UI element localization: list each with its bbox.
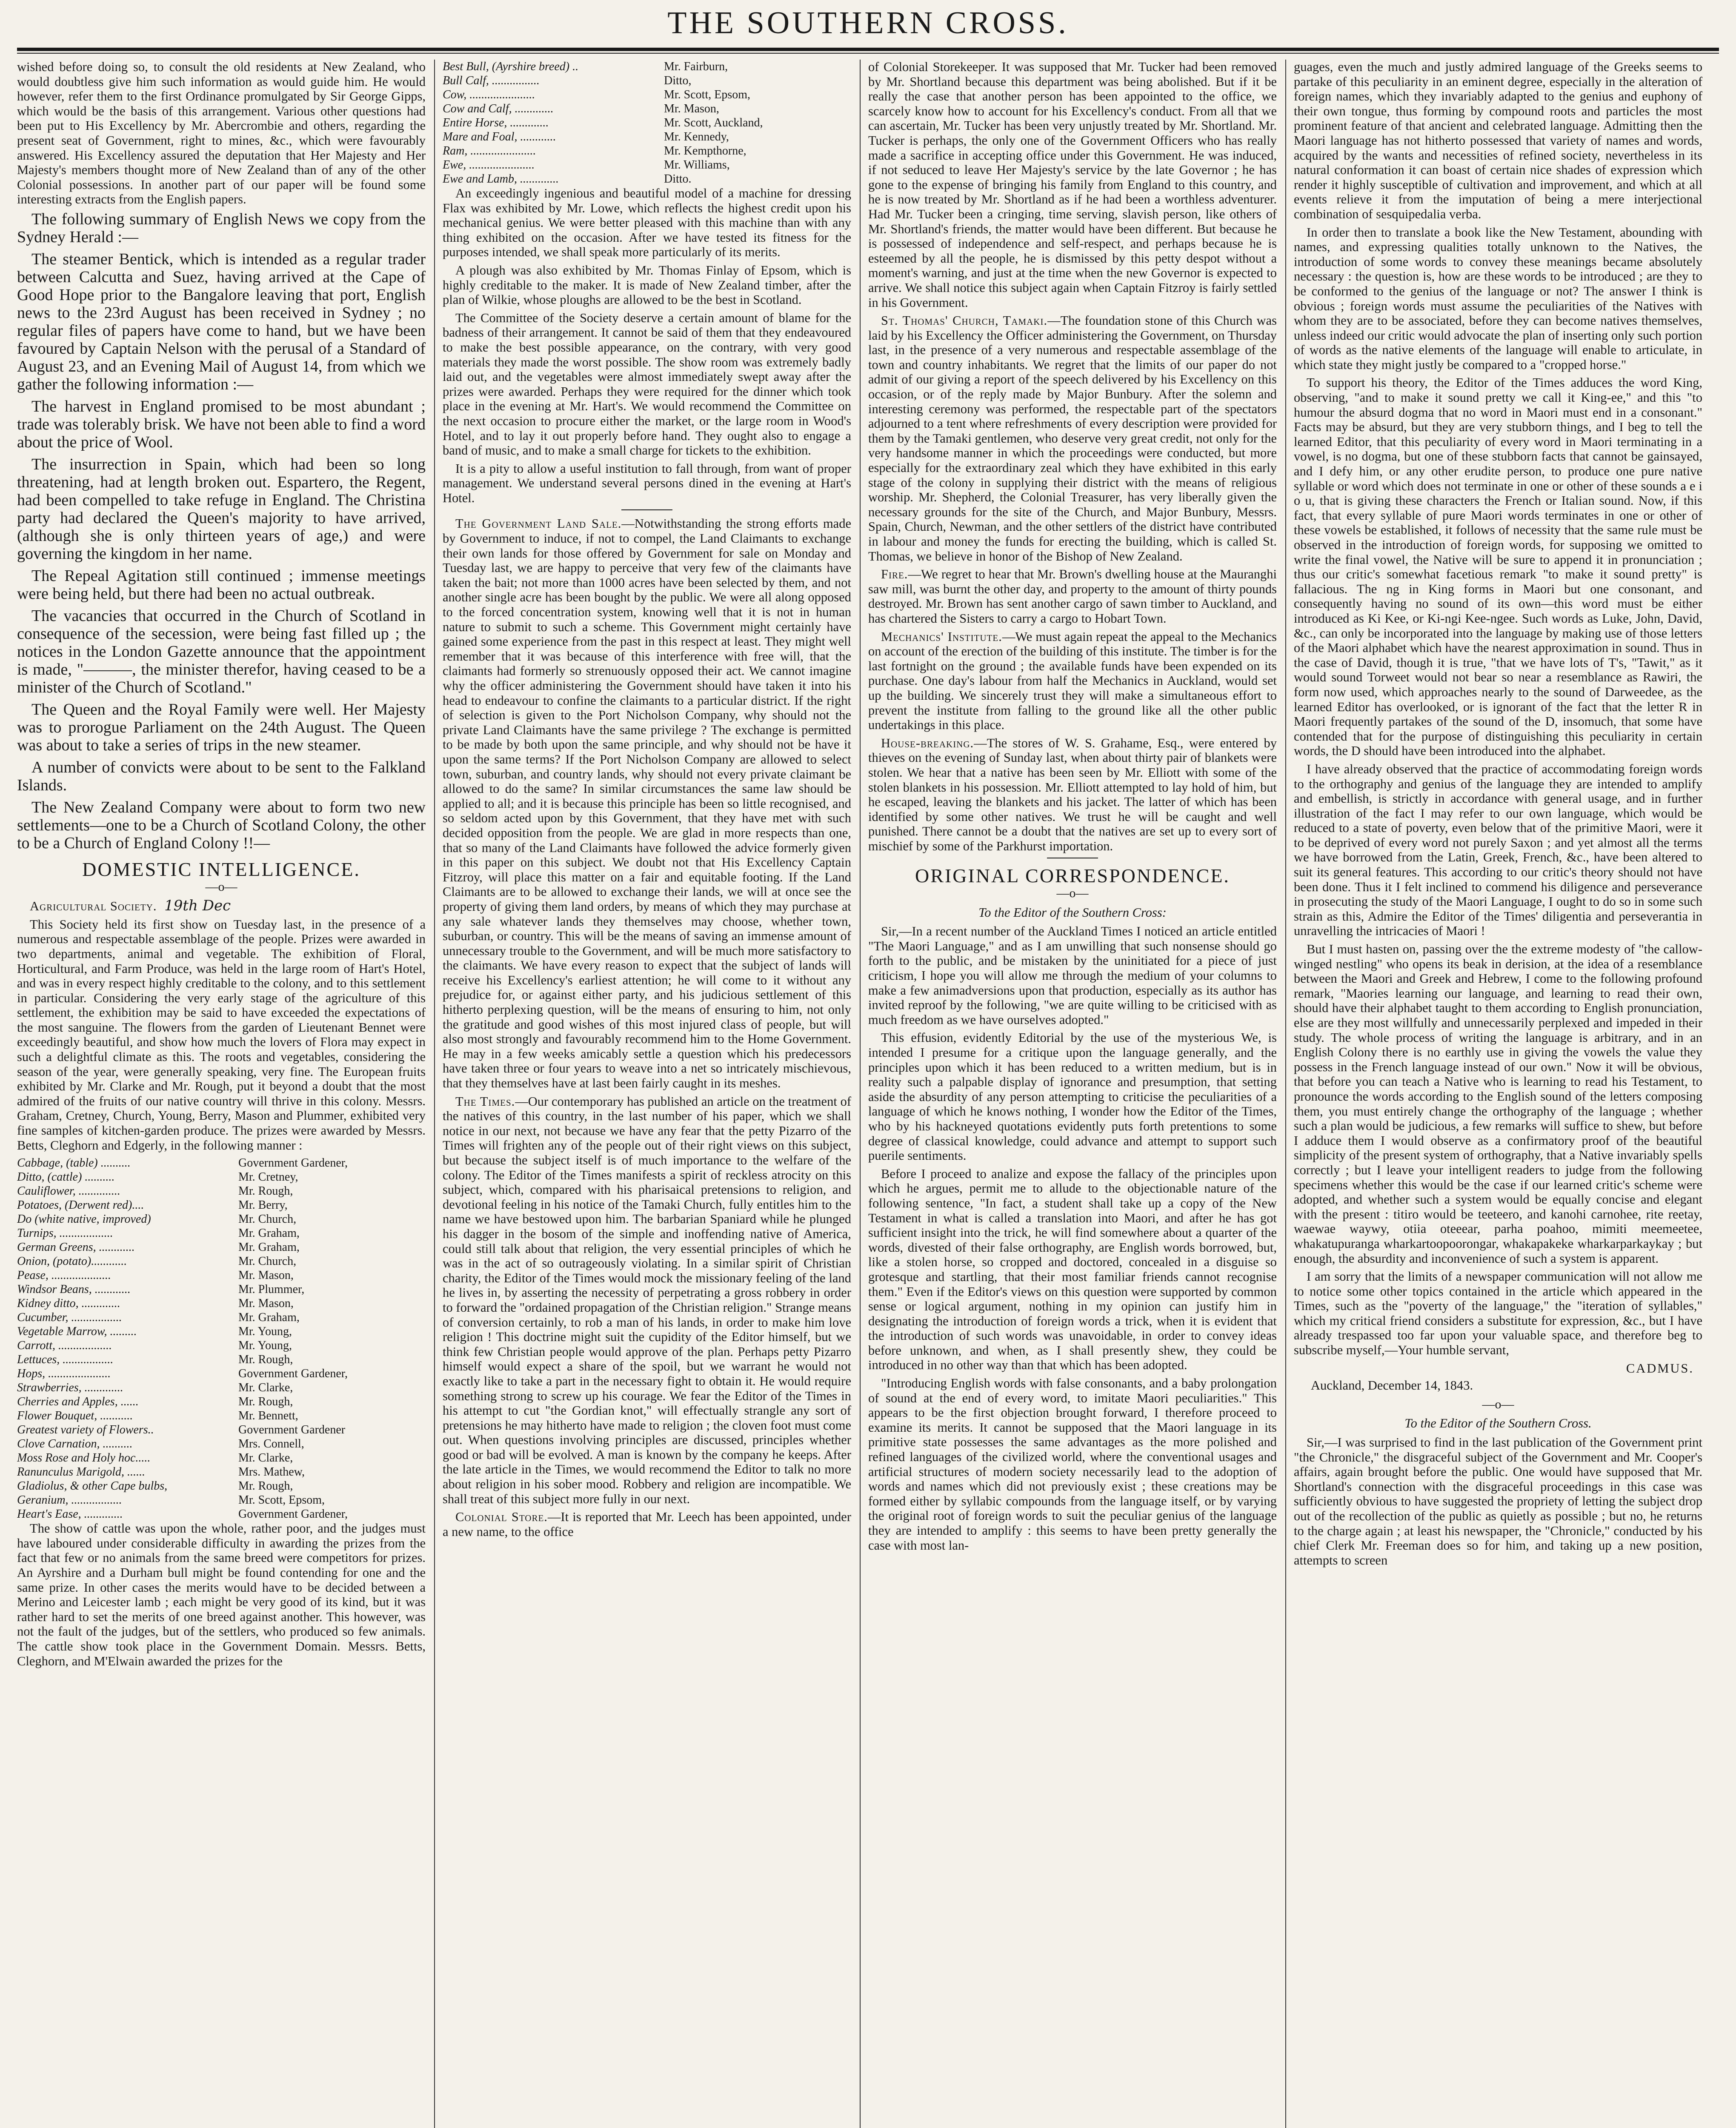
prize-item: Ram, ......................: [443, 144, 536, 157]
news-paragraph: The vacancies that occurred in the Church of Scotland in consequence of the secession, were being fast filled up ; the notices in the London Gazette announce that the appointment is made, "———, the minister therefor, having ceased to be a minister of the Church of Scotland.": [17, 606, 426, 696]
prize-winner: Mr. Mason,: [664, 102, 719, 115]
article-paragraph: This Society held its first show on Tuesday last, in the presence of a numerous and respectable assemblage of the people. Prizes were awarded in two departments, animal and vegetable. The exhibition of Floral, Horticultural, and Farm Produce, was held in the large room of Hart's Hotel, and was in every respect highly creditable to the colony, and to this settlement in particular. Considering the very early stage of the agriculture of this settlement, the exhibition may be said to have exceeded the expectations of the most sanguine. The flowers from the garden of Lieutenant Bennet were exceedingly beautiful, and show how much the lovers of Flora may expect in such a delightful climate as this. The roots and vegetables, considering the season of the year, were generally speaking, very fine. The European fruits exhibited by Mr. Clarke and Mr. Rough, put it beyond a doubt that the most admired of the fruits of our native country will thrive in this colony. Messrs. Graham, Cretney, Church, Young, Berry, Mason and Plummer, exhibited very fine samples of kitchen-garden produce. The prizes were awarded by Messrs. Betts, Cleghorn and Edgerly, in the following manner :: [17, 917, 426, 1153]
prize-item: German Greens, ............: [17, 1241, 135, 1254]
prize-row: [17, 1437, 426, 1451]
prize-winner: Mr. Clarke,: [238, 1381, 293, 1395]
prize-item: Windsor Beans, ............: [17, 1283, 131, 1296]
prize-row: [17, 1184, 426, 1198]
column-4: [1294, 60, 1702, 2128]
prize-row: [443, 102, 851, 116]
prize-item: Lettuces, .................: [17, 1353, 114, 1367]
prize-winner: Mr. Rough,: [238, 1479, 293, 1493]
prize-item: Bull Calf, ................: [443, 74, 540, 87]
paragraph-body: —We regret to hear that Mr. Brown's dwelling house at the Mauranghi saw mill, was burnt the other day, and property to the amount of thirty pounds destroyed. Mr. Brown has sent another cargo of sawn timber to Auckland, and has chartered the Sisters to carry a cargo to Hobart Town.: [868, 567, 1277, 626]
prize-winner: Mrs. Mathew,: [238, 1465, 305, 1479]
newspaper-title: THE SOUTHERN CROSS.: [667, 6, 1069, 40]
prize-item: Ditto, (cattle) ..........: [17, 1170, 115, 1184]
masthead-rule-thin: [17, 53, 1719, 54]
paragraph-heading: St. Thomas' Church, Tamaki.: [881, 313, 1048, 328]
prize-row: [443, 172, 851, 186]
handwritten-annotation: 19th Dec: [164, 897, 231, 915]
paragraph-heading: The Government Land Sale.: [455, 516, 622, 531]
letter-salutation: To the Editor of the Southern Cross.: [1404, 1416, 1592, 1431]
prize-row: [17, 1381, 426, 1395]
prize-item: Mare and Foal, ............: [443, 130, 556, 143]
prize-item: Hops, .....................: [17, 1367, 111, 1381]
news-paragraph: The steamer Bentick, which is intended as a regular trader between Calcutta and Suez, having arrived at the Cape of Good Hope prior to the Bangalore leaving that port, English news to the 23rd August has been received in Sydney ; no regular files of papers have come to hand, but we have been favoured by Captain Nelson with the perusal of a Standard of August 23, and an Evening Mail of August 14, from which we gather the following information :—: [17, 250, 426, 393]
prize-row: [17, 1395, 426, 1409]
news-paragraph: The Queen and the Royal Family were well. Her Majesty was to prorogue Parliament on the 24th August. The Queen was about to take a series of trips in the new steamer.: [17, 700, 426, 754]
prize-row: [17, 1353, 426, 1367]
prize-row: [443, 88, 851, 102]
letter-signature: CADMUS.: [1626, 1361, 1694, 1376]
prize-item: Ewe, ......................: [443, 158, 535, 172]
land-sale-paragraph: [443, 516, 851, 1090]
paragraph-heading: Agricultural Society.: [30, 899, 157, 914]
letter-paragraph: To support his theory, the Editor of the Times adduces the word King, observing, "and to make it sound pretty we call it King-ee," and this "to humour the absurd dogma that no word in Maori must end in a consonant." Facts may be absurd, but they are very stubborn things, and I beg to tell the learned Editor, that this peculiarity of every word in Maori terminating in a vowel, is no dogma, but one of these stubborn facts that cannot be gainsayed, and I defy him, or any other erudite person, to produce one pure native syllable or word which does not terminate in one or other of these sounds a e i o u, that is giving these characters the French or Italian sound. Now, if this fact, that every syllable of pure Maori words terminates in one or other of these vowels be established, it follows of necessity that the same rule must be observed in the introduction of foreign words, for supposing we omitted to write the final vowel, the Native will be sure to append it in pronunciation ; thus our critic's somewhat facetious remark "to make it sound pretty" is fallacious. The ng in King forms in Maori but one consonant, and consequently having no sound of its own—this word must be either introduced as Ki Kee, or Ki-ngi Kee-ngee. Such words as Luke, John, David, &c., can only be incorporated into the language by making use of those letters of the Maori alphabet which have the nearest approximation in sound. Thus in the case of David, though it is true, "that we have lots of T's, "Tawit," as it would sound Torweet would not bear so near a resemblance as Rawiri, the form now used, which approaches nearly to the sound of Darweedee, as the learned Editor has overlooked, or is ignorant of the fact that the letter R in Maori frequently partakes of the sound of the D, insomuch, that some have contended that for the purpose of distinguishing this peculiarity in certain words, the D should have been introduced into the alphabet.: [1294, 375, 1702, 758]
paragraph-heading: House-breaking.: [881, 735, 974, 750]
prize-winner: Mr. Rough,: [238, 1353, 293, 1367]
prize-item: Heart's Ease, .............: [17, 1507, 123, 1521]
prize-winner: Mr. Church,: [238, 1213, 297, 1226]
letter-paragraph: But I must hasten on, passing over the the extreme modesty of "the callow-winged nestling" who opens its beak in derision, at the idea of a resemblance between the Maori and Greek and Hebrew, I come to the following profound remark, "Maories learning our language, and learning to read their own, should have their alphabet taught to them according to English pronunciation, else are they most willfully and unnecessarily perplexed and impeded in their study. The whole process of writing the language is arbitrary, and in an English Colony there is no earthly use in giving the vowels the value they possess in the French language instead of our own." Now it will be obvious, that before you can teach a Native who is learning to read his Testament, to pronounce the words according to the English sound of the letters composing them, you must entirely change the orthography of the language ; whether such a plan would be judicious, a few remarks will suffice to shew, but before I adduce them I would observe as a confirmatory proof of the beautiful simplicity of the present system of orthography, that a Native invariably spells correctly ; but I leave your intelligent readers to judge from the following specimens whether this would be the case if our learned critic's scheme were adopted, and whether such a system would be equally concise and elegant with the present : titiro would be teeteero, and kanohi carnohee, rite reetay, waewae waywy, otiia oteeear, parha poahoo, mimiti meemeetee, whakatupuranga wharkartoopoorongar, whakapakeke wharkarparkaykay ; but enough, the absurdity and inconvenience of such a system is apparent.: [1294, 942, 1702, 1266]
prize-item: Cow and Calf, .............: [443, 102, 554, 115]
prize-row: [443, 60, 851, 74]
prize-item: Best Bull, (Ayrshire breed) ..: [443, 60, 579, 73]
colonial-store-paragraph: [443, 1510, 851, 1539]
prize-row: [17, 1156, 426, 1170]
prize-row: [17, 1212, 426, 1226]
prize-row: [443, 158, 851, 172]
prize-row: [17, 1324, 426, 1339]
prize-item: Ewe and Lamb, .............: [443, 172, 559, 186]
prize-row: [17, 1507, 426, 1521]
article-continuation: of Colonial Storekeeper. It was supposed that Mr. Tucker had been removed by Mr. Shortland because this department was being abolished. But if it be really the case that another person has been appointed to the office, we scarcely know how to account for his Excellency's conduct. From all that we can ascertain, Mr. Tucker has been very unjustly treated by Mr. Shortland. Mr. Tucker is perhaps, the only one of the Government Officers who has really made a sacrifice in accepting office under this Government. He was induced, if not seduced to leave Her Majesty's service by the late Governor ; he has gone to the expense of bringing his family from England to this country, and he is now treated by Mr. Shortland as if he had been a worthless adventurer. Had Mr. Tucker been a cringing, time serving, slavish person, like others of Mr. Shortland's friends, the matter would have been different. But because he is possessed of independence and self-respect, and perhaps because he is esteemed by all the people, he is dismissed by this petty despot without a moment's warning, and just at the time when the new Governor is expected to arrive. We shall notice this subject again when Captain Fitzroy is fairly settled in his Government.: [868, 60, 1277, 310]
paragraph-heading: Colonial Store.: [455, 1510, 548, 1524]
column-2: [443, 60, 851, 2128]
letter-paragraph: guages, even the much and justly admired language of the Greeks seems to partake of this peculiarity in an eminent degree, especially in the alteration of foreign names, which they invariably adapted to the genius and euphony of their own tongue, thus forming by compound roots and particles the most prominent feature of that ancient and celebrated language. Admitting then the Maori language has not hitherto possessed that variety of names and words, acquired by the wants and necessities of refined society, nevertheless in its natural conformation it can boast of certain nice shades of expression which render it highly susceptible of cultivation and improvement, and which at all events relieve it from the imputation of being a mere interjectional combination of sesquipedalia verba.: [1294, 60, 1702, 221]
column-divider: [1285, 60, 1286, 2128]
prize-row: [17, 1451, 426, 1465]
prize-row: [17, 1423, 426, 1437]
prize-winner: Mr. Berry,: [238, 1198, 288, 1212]
prize-winner: Mr. Fairburn,: [664, 60, 728, 73]
prize-winner: Mr. Scott, Auckland,: [664, 116, 763, 129]
paragraph-body: —Notwithstanding the strong efforts made by Government to induce, if not to compel, the Land Claimants to exchange their own lands for those offered by Government for sale on Monday and Tuesday last, we are happy to perceive that very few of the claimants have taken the bait; not more than 1000 acres have been selected by them, and not another single acre has been bought by the public. We were all along opposed to the forced concentration system, knowing well that it is not in human nature to submit to such a scheme. This Government might certainly have gained some experience from the past in this respect at least. They might well remember that it was because of this interference with free will, that the claimants had formerly so strenuously opposed their act. We cannot imagine why the officer administering the Government should have taken it into his head to endeavour to confine the claimants to a particular district. If the right of selection is given to the Port Nicholson Company, why should not the private Land Claimants have the same privilege ? The exchange is permitted to be made by both upon the same principle, and why should not be have it upon the same terms? If the Port Nicholson Company are allowed to select town, suburban, and country lands, why should not every private claimant be allowed to do the same? In similar circumstances the same law should be applied to all; and it is because this principle has been so little recognised, and so seldom acted upon by this Government, that they have met with such decided opposition from the people. We are glad in more respects than one, that so many of the Land Claimants have followed the advice formerly given in this paper on this subject. We doubt not that His Excellency Captain Fitzroy, will place this matter on a fair and equitable footing. If the Land Claimants are to be allowed to exchange their lands, we will at once see the property of giving them land orders, by means of which they may purchase at any sale whatever lands they themselves may choose, whether town, suburban, or country. This will be the means of saving an immense amount of unnecessary trouble to the Government, and will be much more satisfactory to the claimants. We have every reason to expect that the subject of lands will receive his Excellency's earliest attention; he will come to it without any prejudice for, or against either party, and his judicious settlement of this hitherto perplexing question, will be the means of ensuring to him, not only the gratitude and good wishes of this most injured class of people, but will also most strongly and favourably recommend him to the Home Government. He may in a few weeks amicably settle a question which his predecessors have taken three or four years to weave into a net so intricately mischievous, that they themselves have at last been fairly caught in its meshes.: [443, 516, 851, 1091]
prize-winner: Ditto,: [664, 74, 692, 87]
letter-paragraph: In order then to translate a book like the New Testament, abounding with names, and expressing qualities totally unknown to the Natives, the introduction of some words to convey these meanings became absolutely necessary : the question is, how are these words to be introduced ; are they to be conformed to the genius of the language or not? The answer I think is obvious ; foreign words must assume the peculiarities of the Natives with whom they are to be associated, before they can become natives themselves, unless indeed our critic would advocate the plan of inserting only such portion of words as the native elements of the language will enable to articulate, in which state they might justly be compared to a "cropped horse.": [1294, 225, 1702, 372]
prize-row: [17, 1254, 426, 1268]
paragraph-heading: The Times.: [455, 1094, 515, 1109]
article-paragraph: A plough was also exhibited by Mr. Thomas Finlay of Epsom, which is highly creditable to the maker. It is made of New Zealand timber, after the plan of Wilkie, whose ploughs are allowed to be the best in Scotland.: [443, 263, 851, 307]
section-ornament: —o—: [1482, 1397, 1514, 1411]
article-paragraph: The show of cattle was upon the whole, rather poor, and the judges must have laboured under considerable difficulty in awarding the prizes from the fact that few or no animals from the same breed were competitors for prizes. An Ayrshire and a Durham bull might be found contending for one and the same prize. In other cases the merits would have to be decided between a Merino and Leicester lamb ; each might be very good of its kind, but it was rather hard to set the merits of one breed against another. This however, was not the fault of the judges, but of the settlers, who produced so few animals. The cattle show took place in the Government Domain. Messrs. Betts, Cleghorn, and M'Elwain awarded the prizes for the: [17, 1521, 426, 1668]
article-continuation: wished before doing so, to consult the old residents at New Zealand, who would doubtless give him such information as would guide him. He would however, refer them to the first Ordinance promulgated by Sir George Gipps, which would be the basis of this arrangement. Various other questions had been put to His Excellency by Mr. Abercrombie and others, regarding the present seat of Government, right to mines, &c., which were favourably answered. His Excellency assured the deputation that Her Majesty and Her Majesty's members thought more of New Zealand than of any of the other Colonial possessions. In another part of our paper will be found some interesting extracts from the English papers.: [17, 60, 426, 207]
article-paragraph: It is a pity to allow a useful institution to fall through, from want of proper management. We understand several persons dined in the evening at Hart's Hotel.: [443, 461, 851, 505]
letter-paragraph: This effusion, evidently Editorial by the use of the mysterious We, is intended I presume for a critique upon the language generally, and the principles upon which it has been reduced to a written medium, but is in reality such a palpable display of ignorance and presumption, that setting aside the absurdity of any person attempting to criticise the peculiarities of a language of which he knows nothing, I wonder how the Editor of the Times, who by his hackneyed quotations evidently puts forth pretentions to some degree of classical knowledge, could advance and attempt to support such puerile sentiments.: [868, 1030, 1277, 1163]
prize-winner: Mr. Rough,: [238, 1395, 293, 1409]
prize-row: [17, 1170, 426, 1184]
prize-item: Gladiolus, & other Cape bulbs,: [17, 1479, 168, 1493]
prize-item: Cucumber, .................: [17, 1311, 122, 1324]
prize-winner: Government Gardener: [238, 1423, 346, 1437]
prize-item: Strawberries, .............: [17, 1381, 123, 1395]
prize-winner: Government Gardener,: [238, 1367, 348, 1381]
paragraph-body: —We must again repeat the appeal to the Mechanics on account of the erection of the building of this institute. The timber is for the last fortnight on the ground ; the available funds have been expended on its purchase. One day's labour from half the Mechanics in Auckland, would set up the building. We sincerely trust they will make a simultaneous effort to prevent the institute from falling to the ground like all the other public undertakings in this place.: [868, 629, 1277, 732]
prize-item: Pease, ....................: [17, 1269, 111, 1282]
news-paragraph: The Repeal Agitation still continued ; immense meetings were being held, but there had been no actual outbreak.: [17, 566, 426, 603]
prize-item: Moss Rose and Holy hoc.....: [17, 1451, 151, 1465]
prize-winner: Mr. Plummer,: [238, 1283, 305, 1296]
prize-winner: Mr. Graham,: [238, 1241, 300, 1254]
prize-row: [443, 130, 851, 144]
prize-row: [17, 1296, 426, 1310]
letter-paragraph: "Introducing English words with false consonants, and a baby prolongation of sound at the end of every word, to imitate Maori peculiarities." This appears to be the first objection brought forward, I therefore proceed to examine its merits. It cannot be supposed that the Maori language in its primitive state possesses the same advantages as the more polished and refined languages of the civilized world, where the conventional usages and artificial structures of modern society necessarily lead to the adoption of words and names which did not previously exist ; these creations may be formed either by syllabic compounds from the language itself, or by varying the original root of foreign words to suit the peculiar genius of the language they are intended to amplify : this seems to have been pretty generally the case with most lan-: [868, 1376, 1277, 1553]
section-ornament: —o—: [205, 879, 237, 894]
news-paragraph: The New Zealand Company were about to form two new settlements—one to be a Church of Scotland Colony, the other to be a Church of England Colony !!—: [17, 798, 426, 852]
letter-dateline: Auckland, December 14, 1843.: [1311, 1378, 1473, 1393]
column-divider: [434, 60, 435, 2128]
prize-row: [17, 1409, 426, 1423]
prize-row: [17, 1310, 426, 1324]
divider: [621, 509, 672, 510]
prize-row: [17, 1465, 426, 1479]
prize-list: [443, 60, 851, 186]
prize-item: Cauliflower, ..............: [17, 1184, 120, 1198]
prize-winner: Mr. Kennedy,: [664, 130, 729, 143]
section-heading: ORIGINAL CORRESPONDENCE.: [915, 865, 1230, 887]
prize-row: [443, 144, 851, 158]
fire-paragraph: [868, 567, 1277, 626]
prize-winner: Mr. Cretney,: [238, 1170, 298, 1184]
prize-item: Turnips, ..................: [17, 1227, 113, 1240]
news-paragraph: The harvest in England promised to be most abundant ; trade was tolerably brisk. We have not been able to find a word about the price of Wool.: [17, 397, 426, 451]
times-paragraph: [443, 1094, 851, 1507]
letter-paragraph: Before I proceed to analize and expose the fallacy of the principles upon which he argues, permit me to allude to the objectionable nature of the following sentence, "In fact, a student shall take up a copy of the New Testament in what is called a translation into Maori, and after he has got sufficient insight into the trick, he will find somewhere about a quarter of the words, divested of their false orthography, are English words borrowed, but, like a stolen horse, so cropped and doctored, concealed in a disguise so grotesque and startling, that their most familiar friends cannot recognise them." Even if the Editor's views on this question were supported by common sense or logical argument, nothing in my opinion can justify him in designating the introduction of foreign words a trick, when it is evident that the introduction of such words was unavoidable, in order to convey ideas before unknown, and when, as I shall presently shew, they could be introduced in no other way than that which has been adopted.: [868, 1166, 1277, 1373]
section-ornament: —o—: [1056, 886, 1089, 901]
prize-winner: Mr. Williams,: [664, 158, 730, 172]
church-paragraph: [868, 313, 1277, 563]
news-paragraph: The following summary of English News we copy from the Sydney Herald :—: [17, 210, 426, 246]
prize-winner: Ditto.: [664, 172, 692, 186]
column-1: [17, 60, 426, 2128]
prize-item: Cow, ......................: [443, 88, 535, 101]
prize-winner: Mr. Clarke,: [238, 1451, 293, 1465]
prize-winner: Mr. Mason,: [238, 1269, 294, 1282]
prize-winner: Mr. Kempthorne,: [664, 144, 746, 157]
article-paragraph: An exceedingly ingenious and beautiful model of a machine for dressing Flax was exhibited by Mr. Lowe, which reflects the highest credit upon his mechanical genius. We were better pleased with this machine than with any thing exhibited on the occasion. After we have tested its fitness for the purposes intended, we shall speak more particularly of its merits.: [443, 186, 851, 260]
prize-winner: Mr. Mason,: [238, 1297, 294, 1310]
prize-row: [17, 1198, 426, 1212]
article-paragraph: The Committee of the Society deserve a certain amount of blame for the badness of their arrangement. It cannot be said of them that they endeavoured to make the best possible appearance, on the contrary, with very good materials they made the worst possible. The show room was extremely badly laid out, and the vegetables were almost immediately swept away after the prizes were awarded. Perhaps they were required for the dinner which took place in the evening at Mr. Hart's. We would recommend the Committee on the next occasion to procure either the market, or the large room in Wood's Hotel, and to lay it out properly before hand. They ought also to engage a band of music, and to make a small charge for tickets to the exhibition.: [443, 310, 851, 458]
prize-item: Clove Carnation, ..........: [17, 1437, 133, 1451]
paragraph-body: —It is reported that Mr. Leech has been appointed, under a new name, to the office: [443, 1510, 851, 1539]
column-3: [868, 60, 1277, 2128]
prize-winner: Government Gardener,: [238, 1507, 348, 1521]
paragraph-heading: Mechanics' Institute.: [881, 629, 1002, 644]
prize-item: Cherries and Apples, ......: [17, 1395, 139, 1409]
prize-item: Onion, (potato)............: [17, 1255, 127, 1268]
housebreaking-paragraph: [868, 736, 1277, 854]
letter-paragraph: Sir,—In a recent number of the Auckland Times I noticed an article entitled "The Maori Language," and as I am unwilling that such nonsense should go forth to the public, and be mistaken by the uninitiated for a piece of just criticism, I hope you will allow me through the medium of your columns to make a few animadversions upon that production, especially as its author has invited reproof by the following, "we are quite willing to be criticised with as much freedom as we have ourselves adopted.": [868, 924, 1277, 1027]
masthead: [0, 0, 1736, 51]
paragraph-heading: Fire.: [881, 567, 908, 582]
news-paragraph: The insurrection in Spain, which had been so long threatening, had at length broken out. Espartero, the Regent, had been compelled to take refuge in England. The Christina party had declared the Queen's majority to have arrived, (although she is only thirteen years of age,) and were governing the kingdom in her name.: [17, 455, 426, 563]
masthead-rule: [17, 48, 1719, 51]
section-heading: DOMESTIC INTELLIGENCE.: [82, 858, 360, 880]
column-divider: [860, 60, 861, 2128]
letter-salutation: To the Editor of the Southern Cross:: [978, 905, 1167, 920]
prize-winner: Mr. Church,: [238, 1255, 297, 1268]
prize-winner: Mrs. Connell,: [238, 1437, 304, 1451]
prize-winner: Mr. Rough,: [238, 1184, 293, 1198]
prize-item: Entire Horse, .............: [443, 116, 549, 129]
prize-winner: Mr. Bennett,: [238, 1409, 298, 1423]
mechanics-paragraph: [868, 629, 1277, 732]
prize-item: Vegetable Marrow, .........: [17, 1325, 137, 1339]
letter-paragraph: Sir,—I was surprised to find in the last publication of the Government print "the Chronicle," the disgraceful subject of the Government and Mr. Cooper's affairs, again brought before the public. One would have supposed that Mr. Shortland's connection with the disgraceful proceedings in this case was sufficiently obvious to have suggested the propriety of letting the subject drop out of the recollection of the public as quietly as possible ; but no, he returns to the charge again ; at least his newspaper, the "Chronicle," conducted by his chief Clerk Mr. Freeman does so for him, and taking up a new position, attempts to screen: [1294, 1435, 1702, 1567]
prize-item: Do (white native, improved): [17, 1213, 151, 1226]
prize-winner: Mr. Graham,: [238, 1227, 300, 1240]
prize-item: Geranium, .................: [17, 1493, 122, 1507]
letter-paragraph: I have already observed that the practice of accommodating foreign words to the orthography and genius of the language they are intended to amplify and embellish, is strictly in accordance with general usage, and in further illustration of the fact I may refer to our own language, which would be reduced to a state of poverty, even below that of the primitive Maori, were it to be deprived of every word not purely Saxon ; and yet almost all the terms we have borrowed from the Latin, Greek, French, &c., have been altered to suit its general features. This according to our critic's theory should not have been done. Thus it I felt inclined to commend his diligence and perseverance in prosecuting the study of the Maori Language, I ought to do so in some such strain as this, Admire the Editor of the Times' diligentia and perseverantia in unravelling the intricacies of Maori !: [1294, 761, 1702, 938]
prize-winner: Mr. Graham,: [238, 1311, 300, 1324]
prize-winner: Government Gardener,: [238, 1156, 348, 1170]
news-paragraph: A number of convicts were about to be sent to the Falkland Islands.: [17, 758, 426, 794]
prize-item: Carrott, ..................: [17, 1339, 112, 1353]
prize-item: Kidney ditto, .............: [17, 1297, 120, 1310]
prize-row: [17, 1226, 426, 1240]
prize-winner: Mr. Young,: [238, 1325, 292, 1339]
prize-item: Ranunculus Marigold, ......: [17, 1465, 145, 1479]
prize-row: [443, 116, 851, 130]
paragraph-body: —The foundation stone of this Church was laid by his Excellency the Officer administering the Government, on Thursday last, in the presence of a very numerous and respectable assemblage of the town and country inhabitants. We regret that the limits of our paper do not admit of our giving a report of the speech delivered by his Excellency on this occasion, or of the reply made by Major Bunbury. After the solemn and interesting ceremony was performed, the respectable part of the spectators adjourned to a tent where refreshments of every description were provided for them by the Tamaki gentlemen, who deserve very great credit, not only for the very handsome manner in which the proceedings were conducted, but more especially for the extraordinary zeal which they have exhibited in this early stage of the colony in supplying their district with the means of religious worship. Mr. Shepherd, the Colonial Treasurer, has very liberally given the necessary grounds for the site of the Church, and Major Bunbury, Messrs. Spain, Church, Newman, and the other settlers of the district have contributed in labour and money the funds for erecting the building, which is called St. Thomas, we believe in honor of the Bishop of New Zealand.: [868, 313, 1277, 563]
prize-item: Cabbage, (table) ..........: [17, 1156, 131, 1170]
prize-list: [17, 1156, 426, 1521]
paragraph-body: —The stores of W. S. Grahame, Esq., were entered by thieves on the evening of Sunday last, when about thirty pair of blankets were stolen. We hear that a native has been seen by Mr. Elliott with some of the stolen blankets in his possession. Mr. Elliott attempted to lay hold of him, but he escaped, leaving the blankets and his jacket. The latter of which has been identified by some other natives. We trust he will be caught and well punished. There cannot be a doubt that the natives are set up to every sort of mischief by some of the Parkhurst importation.: [868, 735, 1277, 853]
prize-winner: Mr. Young,: [238, 1339, 292, 1353]
prize-row: [17, 1339, 426, 1353]
prize-item: Flower Bouquet, ...........: [17, 1409, 133, 1423]
prize-item: Greatest variety of Flowers..: [17, 1423, 154, 1437]
prize-row: [17, 1240, 426, 1254]
paragraph-body: —Our contemporary has published an article on the treatment of the natives of this country, in the last number of his paper, which we shall notice in our next, not because we have any fear that the petty Pizarro of the Times will frighten any of the people out of their right views on this subject, but because the subject itself is of much importance to the welfare of the colony. The Editor of the Times manifests a spirit of reckless atrocity on this subject, which, compared with his pharisaical pretensions to religion, and devotional feeling in his notice of the Tamaki Church, fully entitles him to the name we have bestowed upon him. The barbarian Spaniard while he plunged his dagger in the bosom of the simple and inoffending native of America, could still talk about that religion, the very essential principles of which he was in the act of so outrageously violating. In a similar spirit of Christian charity, the Editor of the Times would mock the missionary feeling of the land he lives in, by asserting the necessity of perpetrating a gross robbery in order to forward the "ordained propagation of the Christian religion." Strange means of conversion certainly, to rob a man of his lands, in order to make him love religion ! This doctrine might suit the cupidity of the Editor himself, but we think few Christian people would approve of the plan. Perhaps petty Pizarro himself would expect a share of the spoil, but we warrant he would not exactly like to take a part in the necessary fight to obtain it. He would require something strong to screw up his courage. We fear the Editor of the Times in his attempt to cut "the Gordian knot," will effectually strangle any sort of pretensions he may hitherto have made to religion ; the cloven foot must come out. When questions involving principles are discussed, principles whether good or bad will be evolved. A man is known by the company he keeps. After the late article in the Times, we would recommend the Editor to talk no more about religion in his sober mood. Robbery and religion are incompatible. We shall treat of this subject more fully in our next.: [443, 1094, 851, 1506]
agricultural-society-paragraph: [17, 898, 426, 914]
prize-winner: Mr. Scott, Epsom,: [238, 1493, 325, 1507]
prize-item: Potatoes, (Derwent red)....: [17, 1198, 144, 1212]
prize-row: [17, 1282, 426, 1296]
prize-row: [17, 1479, 426, 1493]
prize-winner: Mr. Scott, Epsom,: [664, 88, 751, 101]
prize-row: [443, 74, 851, 88]
letter-paragraph: I am sorry that the limits of a newspaper communication will not allow me to notice some other topics contained in the article which appeared in the Times, such as the "poverty of the language," the "iteration of syllables," which my critical friend considers a substitute for expression, &c., but I have already trespassed too far upon your valuable space, and therefore beg to subscribe myself,—Your humble servant,: [1294, 1269, 1702, 1358]
prize-row: [17, 1268, 426, 1282]
prize-row: [17, 1493, 426, 1507]
prize-row: [17, 1367, 426, 1381]
